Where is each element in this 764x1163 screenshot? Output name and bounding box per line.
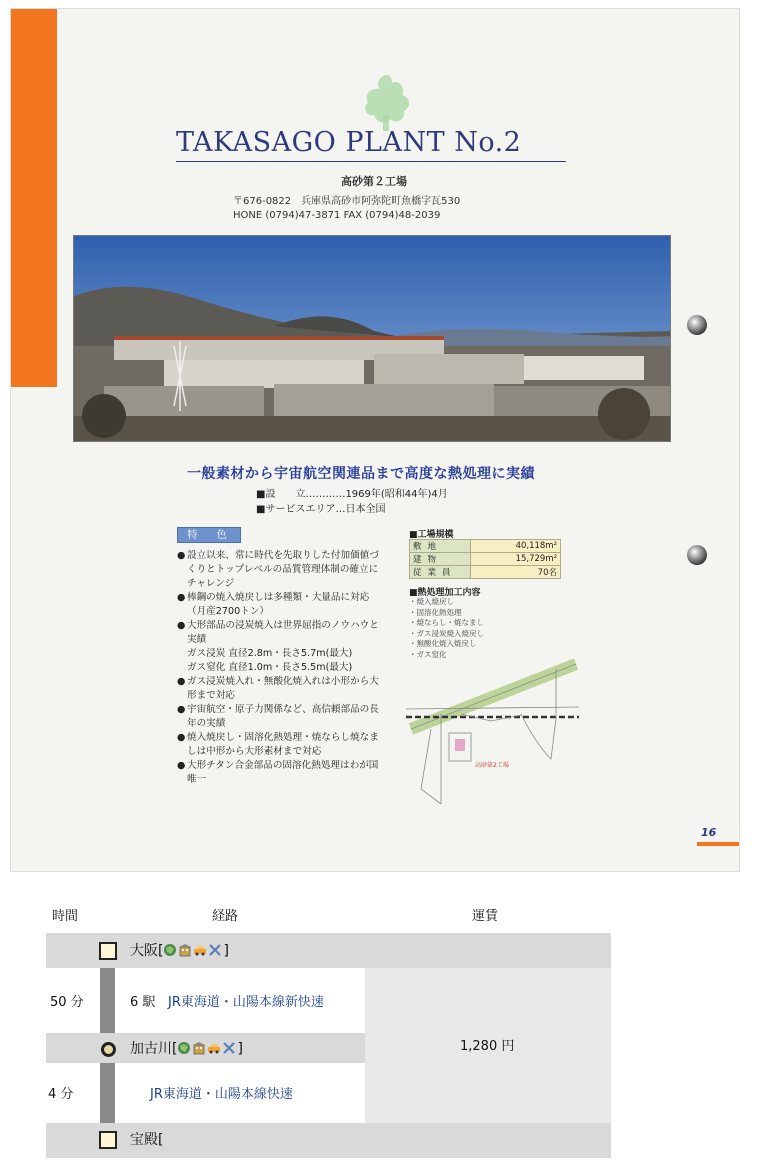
feature-item: ● 棒鋼の焼入焼戻しは多種類・大量品に対応（月産2700トン） xyxy=(177,592,370,617)
process-item: ・無酸化焼入焼戻し xyxy=(409,639,477,648)
destination-station[interactable]: 宝殿[ xyxy=(130,1132,164,1148)
process-title: ■熱処理加工内容 xyxy=(409,588,481,598)
feature-item: ● 設立以来、常に時代を先取りした付加価値づくりとトップレベルの品質管理体制の確立にチャレンジ xyxy=(177,550,379,589)
plant-photo xyxy=(73,235,671,442)
segment2-line-bar xyxy=(100,1063,115,1123)
service-area-line: ■サービスエリア…日本全国 xyxy=(256,504,386,515)
table-row: 敷地 40,118m² xyxy=(410,540,561,553)
features-list xyxy=(177,549,385,787)
feature-item: ● 大形部品の浸炭焼入は世界屈指のノウハウと実績 xyxy=(177,620,379,645)
route-header: 経路 xyxy=(212,909,239,924)
car-icon[interactable] xyxy=(193,943,207,957)
feature-subitem: ガス浸炭 直径2.8m・長さ5.7m(最大) xyxy=(187,648,353,659)
brochure-page xyxy=(10,8,740,872)
feature-item: ● ガス浸炭焼入れ・無酸化焼入れは小形から大形まで対応 xyxy=(177,676,379,701)
process-item: ・焼ならし・焼なまし xyxy=(409,618,484,627)
transfer-station[interactable]: 加古川[ ] xyxy=(130,1041,243,1057)
established-line: ■設 立…………1969年(昭和44年)4月 xyxy=(256,489,448,500)
phone-line: HONE (0794)47-3871 FAX (0794)48-2039 xyxy=(233,210,441,221)
origin-station[interactable]: 大阪[ ] xyxy=(130,943,229,959)
feature-item: ● 宇宙航空・原子力関係など、高信頼部品の長年の実績 xyxy=(177,704,379,729)
company-logo xyxy=(356,71,416,133)
process-item: ・焼入焼戻し xyxy=(409,597,454,606)
building-icon[interactable] xyxy=(192,1041,206,1055)
establishment-info xyxy=(256,487,448,517)
feature-item: ● 大形チタン合金部品の固溶化熱処理はわが国唯一 xyxy=(177,760,379,785)
process-item: ・ガス浸炭焼入焼戻し xyxy=(409,628,484,638)
transfer-station-icon xyxy=(101,1042,116,1057)
table-row: 従業員 70名 xyxy=(410,566,561,579)
binder-hole-top xyxy=(687,315,707,335)
map-icon[interactable] xyxy=(177,1041,191,1055)
destination-station-icon xyxy=(99,1131,117,1149)
features-label: 特 色 xyxy=(177,527,241,543)
page-number-underline xyxy=(697,842,739,846)
feature-item: ● 焼入焼戻し・固溶化熱処理・焼ならし焼なましは中形から大形素材まで対応 xyxy=(177,732,379,757)
feature-subitem: ガス窒化 直径1.0m・長さ5.5m(最大) xyxy=(187,662,353,673)
fare-value: 1,280 円 xyxy=(460,1039,515,1054)
process-list xyxy=(409,597,484,660)
segment1-stops: 6 駅 xyxy=(130,995,156,1010)
tools-icon[interactable] xyxy=(222,1041,236,1055)
time-header: 時間 xyxy=(52,909,79,924)
address-line: 〒676-0822 兵庫県高砂市阿弥陀町魚橋字瓦530 xyxy=(233,196,461,207)
segment2-line-link[interactable]: JR東海道・山陽本線快速 xyxy=(150,1087,293,1102)
segment2-time: 4 分 xyxy=(48,1087,74,1102)
process-item: ・固溶化熱処理 xyxy=(409,607,462,617)
binder-hole-bottom xyxy=(687,545,707,565)
orange-side-bar xyxy=(11,9,57,387)
fare-header: 運賃 xyxy=(472,909,499,924)
page-number: 16 xyxy=(701,826,717,839)
table-row: 建物 15,729m² xyxy=(410,553,561,566)
segment1-line-link[interactable]: JR東海道・山陽本線新快速 xyxy=(168,995,324,1010)
location-map xyxy=(401,659,581,809)
map-plant-label: 高砂第2工場 xyxy=(475,762,509,769)
map-icon[interactable] xyxy=(163,943,177,957)
origin-station-icon xyxy=(99,942,117,960)
scale-title: ■工場規模 xyxy=(409,530,454,540)
segment1-time: 50 分 xyxy=(50,995,84,1010)
plant-subtitle: 高砂第２工場 xyxy=(341,175,407,188)
headline: 一般素材から宇宙航空関連品まで高度な熱処理に実績 xyxy=(187,466,535,482)
tools-icon[interactable] xyxy=(208,943,222,957)
address-block xyxy=(233,195,460,223)
process-item: ・ガス窒化 xyxy=(409,649,447,659)
building-icon[interactable] xyxy=(178,943,192,957)
scale-table xyxy=(409,539,561,579)
plant-title: TAKASAGO PLANT No.2 xyxy=(176,127,566,162)
segment1-line-bar xyxy=(100,968,115,1033)
car-icon[interactable] xyxy=(207,1041,221,1055)
